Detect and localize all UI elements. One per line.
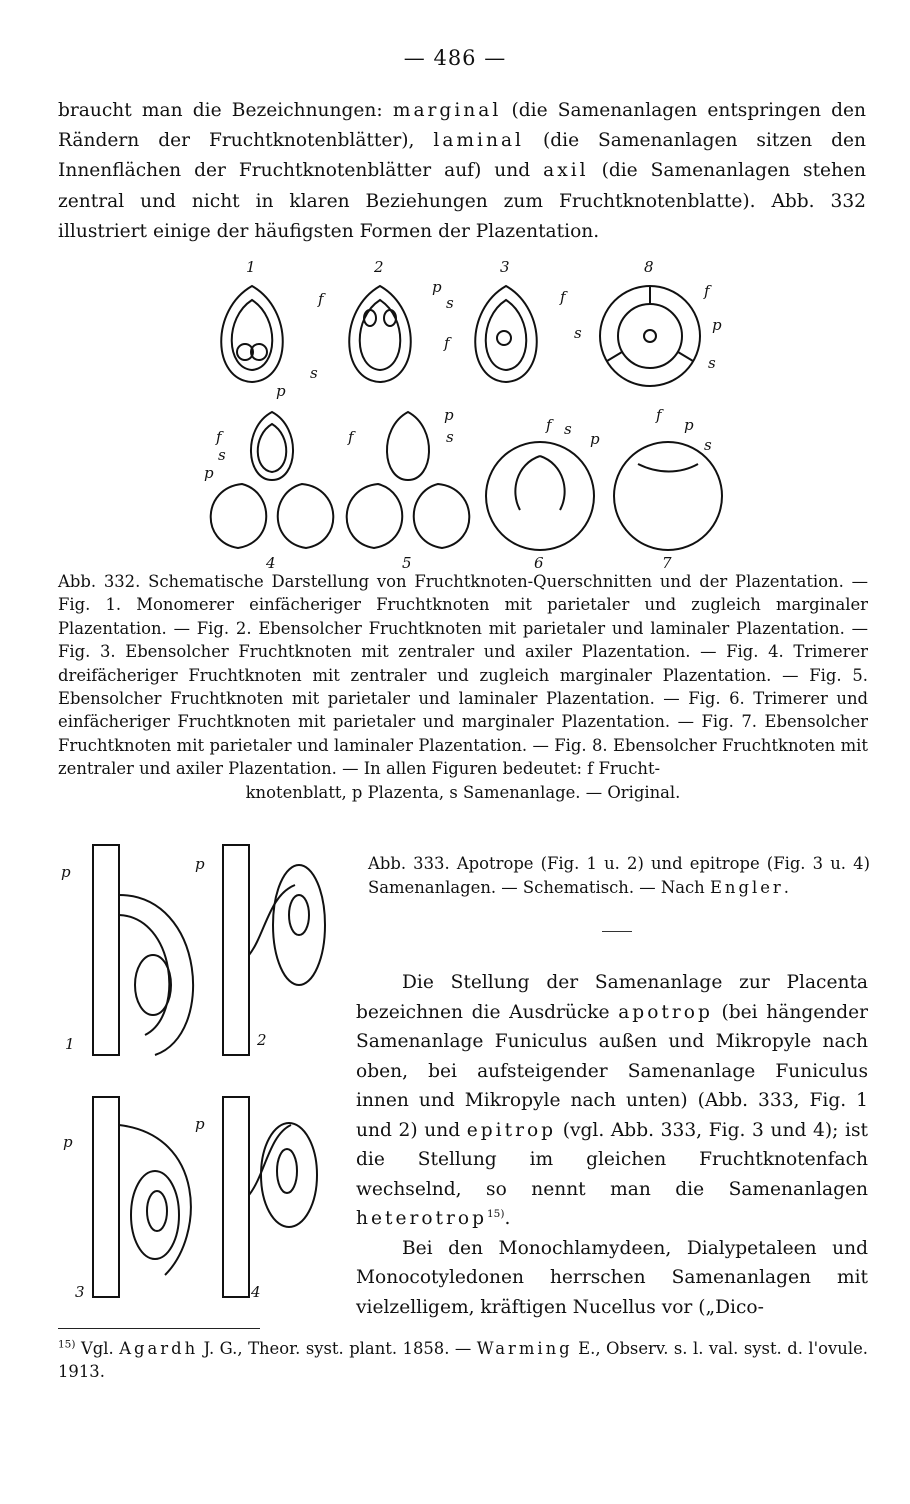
term-axil: axil <box>543 160 589 182</box>
fig-number-1: 1 <box>65 1035 75 1053</box>
author-engler: Engler <box>709 878 784 897</box>
term-epitrop: epitrop <box>466 1119 557 1141</box>
label-p: p <box>61 863 71 881</box>
label-p: p <box>432 278 442 296</box>
fig-number-1: 1 <box>246 258 256 276</box>
label-p: p <box>63 1133 73 1151</box>
label-s: s <box>310 364 318 382</box>
label-f: f <box>560 288 566 306</box>
figure-332-caption <box>58 570 868 804</box>
caption-332-text: Abb. 332. Schematische Darstellung von Fruchtknoten-Querschnitten und der Plazentation. — Fig. 1. Monomerer einfächeriger Fruchtknoten mit parietaler und zugleich marginaler Plazentation. — Fig. 2. Ebensolcher Fruchtknoten mit parietaler und laminaler Plazentation. — Fig. 3. Ebensolcher Fruchtknoten mit zentraler und axiler Plazentation. — Fig. 4. Trimerer dreifächeriger Fruchtknoten mit zentraler und zugleich marginaler Plazentation. — Fig. 5. Ebensolcher Fruchtknoten mit parietaler und laminaler Plazentation. — Fig. 6. Trimerer und einfächeriger Fruchtknoten mit parietaler und marginaler Plazentation. — Fig. 7. Ebensolcher Fruchtknoten mit parietaler und laminaler Plazentation. — Fig. 8. Ebensolcher Fruchtknoten mit zentraler und axiler Plazentation. — In allen Figuren bedeutet: f Frucht- <box>58 572 868 779</box>
fig-number-3: 3 <box>75 1283 85 1301</box>
section-divider <box>602 931 632 932</box>
footnote-text: E., Observ. s. l. val. syst. d. l'ovule. 1913. <box>58 1339 868 1381</box>
label-s: s <box>446 294 454 312</box>
label-f: f <box>444 334 450 352</box>
fig-number-4: 4 <box>266 554 276 572</box>
figure-332-placentation-diagrams <box>190 252 730 572</box>
label-p: p <box>590 430 600 448</box>
body-text-run: Die Stellung der Samenanlage zur Placenta bezeichnen die Ausdrücke <box>356 972 868 1023</box>
footnote-reference[interactable]: 15) <box>487 1207 505 1220</box>
label-p: p <box>195 855 205 873</box>
intro-text: (die Samenanlagen stehen zentral und nicht in klaren Beziehungen zum Fruchtknotenblatte). Abb. 332 illustriert einige der häufigsten Formen der Plazentation. <box>58 160 866 242</box>
page-number: — 486 — <box>403 46 507 70</box>
fig-number-2: 2 <box>257 1031 267 1049</box>
footnote-text: J. G., Theor. syst. plant. 1858. — <box>198 1339 477 1358</box>
label-s: s <box>574 324 582 342</box>
body-paragraph-1 <box>356 968 868 1234</box>
label-f: f <box>216 428 222 446</box>
figure-333-caption <box>368 852 870 900</box>
caption-333-text: Abb. 333. Apotrope (Fig. 1 u. 2) und epitrope (Fig. 3 u. 4) Samenanlagen. — Schematisch. — Nach <box>368 854 870 897</box>
fig-number-6: 6 <box>534 554 544 572</box>
body-text-run: . <box>504 1208 511 1229</box>
intro-text: (die Samenanlagen entspringen den Rändern der Fruchtknotenblätter), <box>58 100 866 152</box>
label-s: s <box>704 436 712 454</box>
label-f: f <box>318 290 324 308</box>
body-text <box>356 968 868 1322</box>
label-f: f <box>704 282 710 300</box>
footnote-rule <box>58 1328 260 1329</box>
label-p: p <box>276 382 286 400</box>
body-paragraph-2: Bei den Monochlamydeen, Dialypetaleen und Monocotyledonen herrschen Samenanlagen mit vielzelligem, kräftigen Nucellus vor („Dico- <box>356 1237 868 1318</box>
author-warming: Warming <box>476 1339 573 1358</box>
fig-number-2: 2 <box>374 258 384 276</box>
label-p: p <box>712 316 722 334</box>
term-apotrop: apotrop <box>618 1001 713 1023</box>
fig-number-3: 3 <box>500 258 510 276</box>
label-f: f <box>348 428 354 446</box>
caption-333-text: . <box>783 878 789 897</box>
label-p: p <box>204 464 214 482</box>
term-laminal: laminal <box>433 130 525 152</box>
author-agardh: Agardh <box>119 1339 199 1358</box>
body-text-run: (bei hängender Samenanlage Funiculus außen und Mikropyle nach oben, bei aufsteigender Samenanlage Funiculus innen und Mikropyle nach unten) (Abb. 333, Fig. 1 und 2) und <box>356 1001 868 1141</box>
fig-number-4: 4 <box>251 1283 261 1301</box>
label-p: p <box>684 416 694 434</box>
term-marginal: marginal <box>392 100 502 121</box>
fig-number-5: 5 <box>402 554 412 572</box>
intro-text: braucht man die Bezeichnungen: <box>58 100 393 121</box>
intro-paragraph <box>58 96 866 247</box>
term-heterotrop: heterotrop <box>356 1208 487 1229</box>
body-text-run: (vgl. Abb. 333, Fig. 3 und 4); ist die Stellung im gleichen Fruchtknotenfach wechselnd, so nennt man die Samenanlagen <box>356 1119 868 1200</box>
fig-number-8: 8 <box>644 258 654 276</box>
label-s: s <box>218 446 226 464</box>
footnote-mark: 15) <box>58 1338 76 1351</box>
intro-text: (die Samenanlagen sitzen den Innenflächen der Fruchtknotenblätter auf) und <box>58 130 866 182</box>
label-s: s <box>708 354 716 372</box>
label-p: p <box>444 406 454 424</box>
label-f: f <box>656 406 662 424</box>
footnote-text: Vgl. <box>75 1339 120 1358</box>
fig-number-7: 7 <box>662 554 672 572</box>
footnote <box>58 1338 868 1383</box>
figure-333-ovule-diagrams <box>55 835 355 1315</box>
caption-332-last-line: knotenblatt, p Plazenta, s Samenanlage. — Original. <box>245 782 681 802</box>
label-f: f <box>546 416 552 434</box>
label-s: s <box>446 428 454 446</box>
label-s: s <box>564 420 572 438</box>
label-p: p <box>195 1115 205 1133</box>
